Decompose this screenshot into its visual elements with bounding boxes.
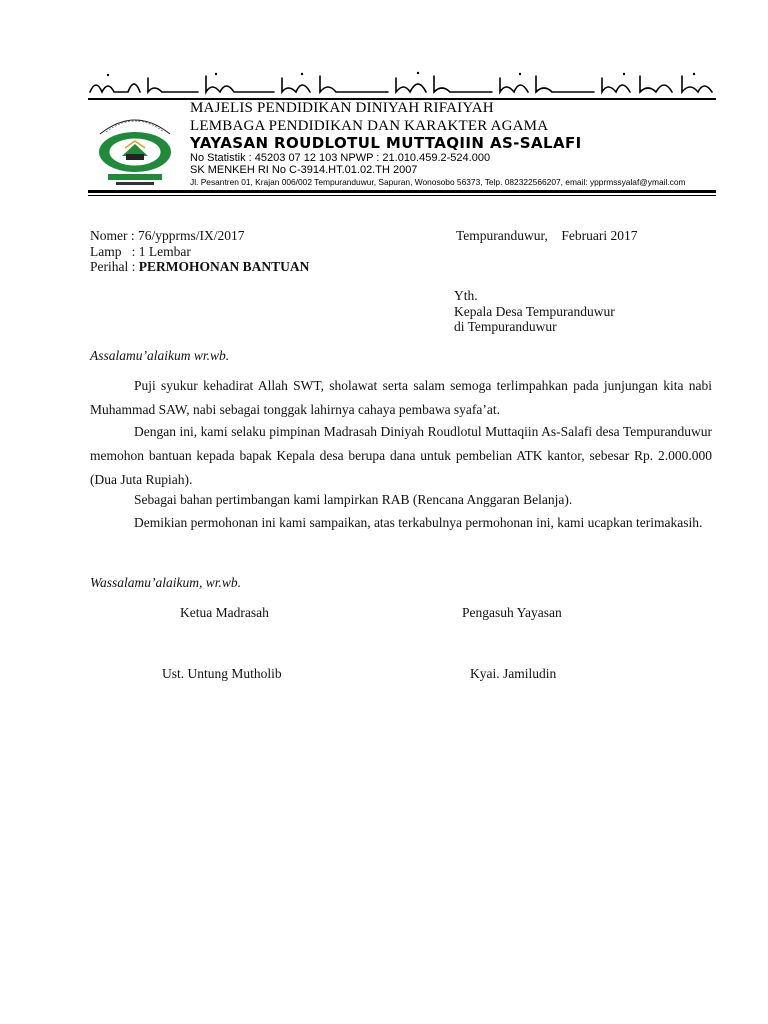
letter-subject — [90, 259, 309, 275]
body-paragraph: Demikian permohonan ini kami sampaikan, atas terkabulnya permohonan ini, kami ucapkan terimakasih. — [134, 515, 703, 530]
signature-left-name: Ust. Untung Mutholib — [162, 666, 282, 681]
letter-attachment: Lamp : 1 Lembar — [90, 244, 191, 259]
closing: Wassalamu’alaikum, wr.wb. — [90, 575, 242, 590]
letterhead-statistics: No Statistik : 45203 07 12 103 NPWP : 21.010.459.2-524.000 — [190, 152, 491, 164]
recipient-location: di Tempuranduwur — [454, 319, 557, 334]
yayasan-logo — [92, 108, 178, 188]
letterhead-line1: MAJELIS PENDIDIKAN DINIYAH RIFAIYAH — [190, 100, 494, 116]
body-paragraph: Puji syukur kehadirat Allah SWT, sholawat serta salam semoga terlimpahkan pada junjungan kita nabi Muhammad SAW, nabi sebagai tonggak lahirnya cahaya pembawa syafa’at. — [90, 378, 712, 417]
place-date: Tempuranduwur, Februari 2017 — [456, 228, 638, 243]
signature-right-title: Pengasuh Yayasan — [462, 605, 562, 620]
recipient-yth: Yth. — [454, 288, 478, 303]
signature-right-name: Kyai. Jamiludin — [470, 666, 557, 681]
letter-number: Nomer : 76/ypprms/IX/2017 — [90, 228, 245, 243]
logo-emblem-icon — [92, 108, 178, 188]
arabic-calligraphy-banner — [88, 70, 716, 100]
body-paragraph: Dengan ini, kami selaku pimpinan Madrasah Diniyah Roudlotul Muttaqiin As-Salafi desa Tempuranduwur memohon bantuan kepada bapak Kepala desa berupa dana untuk pembelian ATK kantor, sebesar Rp. 2.000.000 (Dua Juta Rupiah). — [90, 424, 712, 487]
letterhead-address: Jl. Pesantren 01, Krajan 006/002 Tempuranduwur, Sapuran, Wonosobo 56373, Telp. 082322566207, email: ypprmssyalaf@ymail.com — [190, 177, 686, 187]
calligraphy-graphic — [88, 70, 716, 98]
letterhead-sk: SK MENKEH RI No C-3914.HT.01.02.TH 2007 — [190, 164, 418, 176]
greeting: Assalamu’alaikum wr.wb. — [90, 348, 230, 363]
letterhead-divider-thin — [88, 195, 716, 196]
letterhead-divider — [88, 190, 716, 193]
subject-label: Perihal : — [90, 259, 139, 274]
signature-left-title: Ketua Madrasah — [180, 605, 269, 620]
body-paragraph: Sebagai bahan pertimbangan kami lampirkan RAB (Rencana Anggaran Belanja). — [134, 492, 573, 507]
subject-value: PERMOHONAN BANTUAN — [138, 259, 310, 274]
letterhead-foundation-name: YAYASAN ROUDLOTUL MUTTAQIIN AS-SALAFI — [190, 134, 582, 152]
recipient-name: Kepala Desa Tempuranduwur — [454, 304, 615, 319]
letterhead-line2: LEMBAGA PENDIDIKAN DAN KARAKTER AGAMA — [190, 118, 549, 134]
